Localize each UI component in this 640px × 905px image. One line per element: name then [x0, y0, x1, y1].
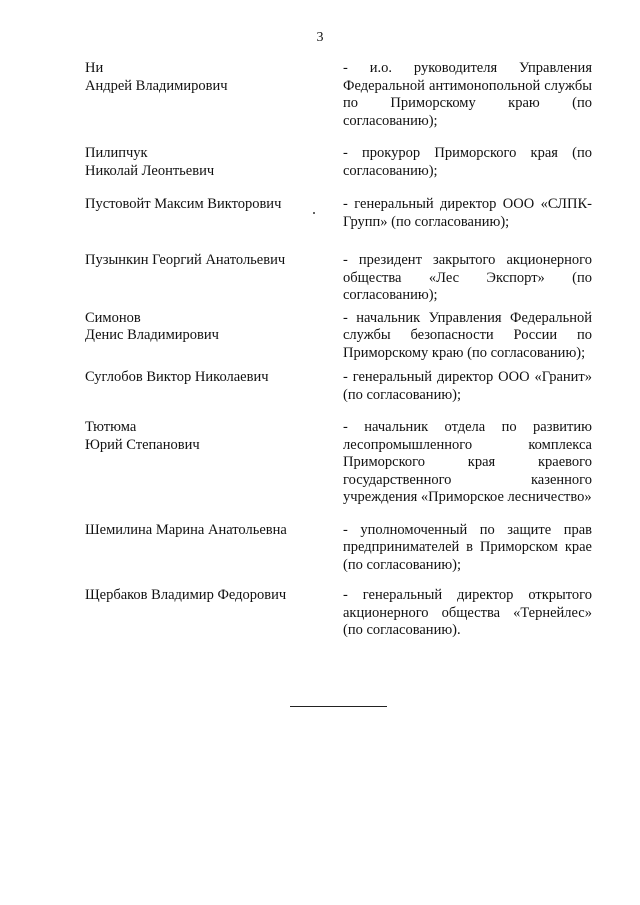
list-item — [85, 145, 592, 180]
list-item — [85, 369, 592, 404]
member-role: - начальник отдела по развитию лесопромышленного комплекса Приморского края краевого государственного казенного учреждения «Приморское лесничество» — [343, 419, 592, 505]
member-name: Пузынкин Георгий Анатольевич — [85, 252, 286, 268]
member-role: - начальник Управления Федеральной службы безопасности России по Приморскому краю (по согласованию); — [343, 309, 592, 361]
member-list — [85, 60, 592, 640]
member-name: Ни Андрей Владимирович — [85, 60, 228, 94]
list-item — [85, 419, 592, 507]
list-item — [85, 522, 592, 575]
member-role: - прокурор Приморского края (по согласованию); — [343, 145, 592, 179]
member-name: Шемилина Марина Анатольевна — [85, 521, 287, 538]
member-name: Суглобов Виктор Николаевич — [85, 369, 269, 385]
member-role: - и.о. руководителя Управления Федеральной антимонопольной службы по Приморскому краю (по согласованию); — [343, 60, 592, 129]
list-item — [85, 587, 592, 640]
member-role: - генеральный директор ООО «Гранит» (по согласованию); — [343, 369, 592, 403]
member-name: Тютюма Юрий Степанович — [85, 419, 200, 453]
member-role: - генеральный директор открытого акционерного общества «Тернейлес» (по согласованию). — [343, 587, 592, 638]
member-name: Симонов Денис Владимирович — [85, 309, 219, 343]
member-role: - президент закрытого акционерного общества «Лес Экспорт» (по согласованию); — [343, 252, 592, 303]
member-role: - генеральный директор ООО «СЛПК-Групп» (по согласованию); — [343, 196, 592, 230]
member-name: Пустовойт Максим Викторович — [85, 196, 282, 212]
member-name: Пилипчук Николай Леонтьевич — [85, 145, 215, 179]
member-role: - уполномоченный по защите прав предпринимателей в Приморском крае (по согласованию); — [343, 521, 592, 573]
member-name: Щербаков Владимир Федорович — [85, 587, 287, 603]
page-number: 3 — [316, 30, 324, 45]
scan-speck — [313, 212, 315, 214]
list-item — [85, 252, 592, 305]
list-item — [85, 310, 592, 363]
list-item — [85, 196, 592, 231]
end-divider — [290, 706, 387, 707]
list-item — [85, 60, 592, 130]
